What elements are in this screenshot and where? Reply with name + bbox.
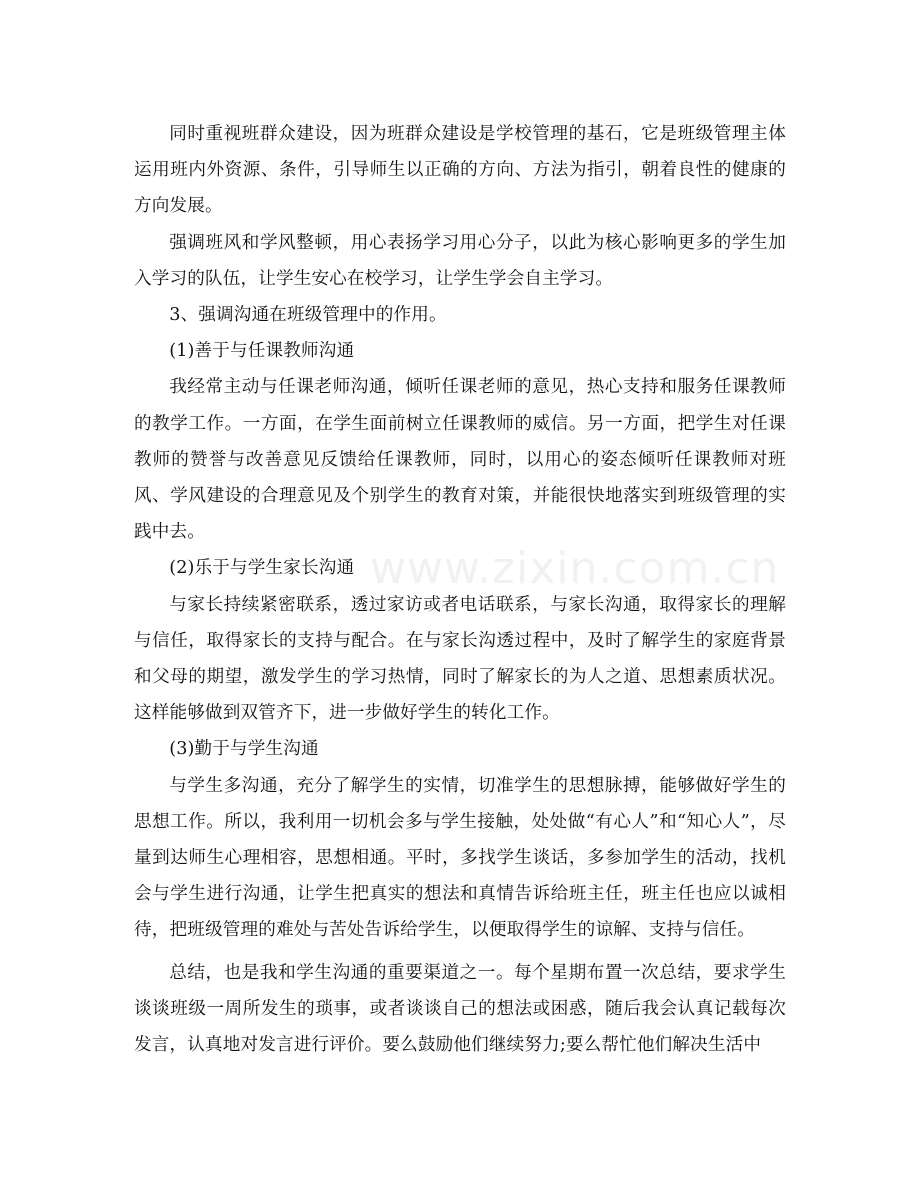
watermark: www.zixin.com.cn <box>370 543 780 594</box>
document-body <box>134 116 786 1063</box>
subheading-parents: (2)乐于与学生家长沟通 <box>169 558 355 579</box>
subheading-students: (3)勤于与学生沟通 <box>169 739 319 760</box>
section-heading-communication: 3、强调沟通在班级管理中的作用。 <box>169 305 447 326</box>
paragraph-study-style: 强调班风和学风整顿，用心表扬学习用心分子，以此为核心影响更多的学生加入学习的队伍，让学生安心在校学习，让学生学会自主学习。 <box>134 232 786 289</box>
paragraph-class-building: 同时重视班群众建设，因为班群众建设是学校管理的基石，它是班级管理主体运用班内外资源、条件，引导师生以正确的方向、方法为指引，朝着良性的健康的方向发展。 <box>134 124 786 217</box>
paragraph-parents: 与家长持续紧密联系，透过家访或者电话联系，与家长沟通，取得家长的理解与信任，取得家长的支持与配合。在与家长沟透过程中，及时了解学生的家庭背景和父母的期望，激发学生的学习热情，同时了解家长的为人之道、思想素质状况。这样能够做到双管齐下，进一步做好学生的转化工作。 <box>134 594 786 724</box>
paragraph-teachers: 我经常主动与任课老师沟通，倾听任课老师的意见，热心支持和服务任课教师的教学工作。一方面，在学生面前树立任课教师的威信。另一方面，把学生对任课教师的赞誉与改善意见反馈给任课教师，同时，以用心的姿态倾听任课教师对班风、学风建设的合理意见及个别学生的教育对策，并能很快地落实到班级管理的实践中去。 <box>134 377 786 543</box>
paragraph-summary: 总结，也是我和学生沟通的重要渠道之一。每个星期布置一次总结，要求学生谈谈班级一周所发生的琐事，或者谈谈自己的想法或困惑，随后我会认真记载每次发言，认真地对发言进行评价。要么鼓励他们继续努力;要么帮忙他们解决生活中 <box>134 962 786 1056</box>
paragraph-students: 与学生多沟通，充分了解学生的实情，切准学生的思想脉搏，能够做好学生的思想工作。所以，我利用一切机会多与学生接触，处处做“有心人”和“知心人”，尽量到达师生心理相容，思想相通。平时，多找学生谈话，多参加学生的活动，找机会与学生进行沟通，让学生把真实的想法和真情告诉给班主任，班主任也应以诚相待，把班级管理的难处与苦处告诉给学生，以便取得学生的谅解、支持与信任。 <box>134 775 786 941</box>
subheading-teachers: (1)善于与任课教师沟通 <box>169 341 355 362</box>
